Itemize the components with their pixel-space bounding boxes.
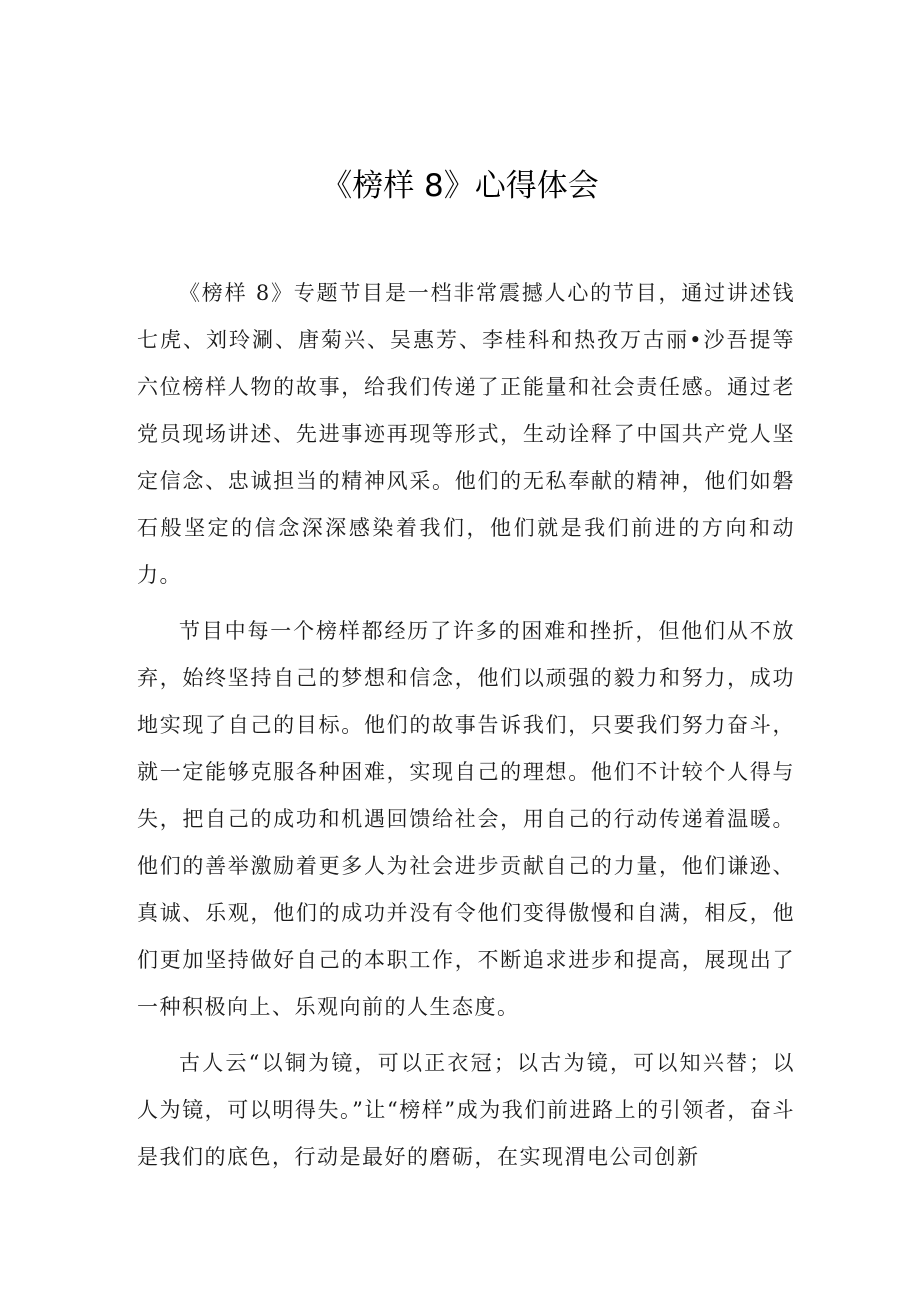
document-body [137, 270, 795, 1190]
paragraph-2: 节目中每一个榜样都经历了许多的困难和挫折，但他们从不放弃，始终坚持自己的梦想和信念，他们以顽强的毅力和努力，成功地实现了自己的目标。他们的故事告诉我们，只要我们努力奋斗，就一定能够克服各种困难，实现自己的理想。他们不计较个人得与失，把自己的成功和机遇回馈给社会，用自己的行动传递着温暖。他们的善举激励着更多人为社会进步贡献自己的力量，他们谦逊、真诚、乐观，他们的成功并没有令他们变得傲慢和自满，相反，他们更加坚持做好自己的本职工作，不断追求进步和提高，展现出了一种积极向上、乐观向前的人生态度。 [137, 619, 795, 1019]
paragraph-1: 《榜样 8》专题节目是一档非常震撼人心的节目，通过讲述钱七虎、刘玲涮、唐菊兴、吴惠芳、李桂科和热孜万古丽•沙吾提等六位榜样人物的故事，给我们传递了正能量和社会责任感。通过老党员现场讲述、先进事迹再现等形式，生动诠释了中国共产党人坚定信念、忠诚担当的精神风采。他们的无私奉献的精神，他们如磐石般坚定的信念深深感染着我们，他们就是我们前进的方向和动力。 [137, 281, 795, 587]
paragraph-3: 古人云“以铜为镜，可以正衣冠；以古为镜，可以知兴替；以人为镜，可以明得失。”让“榜样”成为我们前进路上的引领者，奋斗是我们的底色，行动是最好的磨砺，在实现渭电公司创新 [137, 1051, 795, 1169]
document-title: 《榜样 8》心得体会 [321, 168, 599, 204]
